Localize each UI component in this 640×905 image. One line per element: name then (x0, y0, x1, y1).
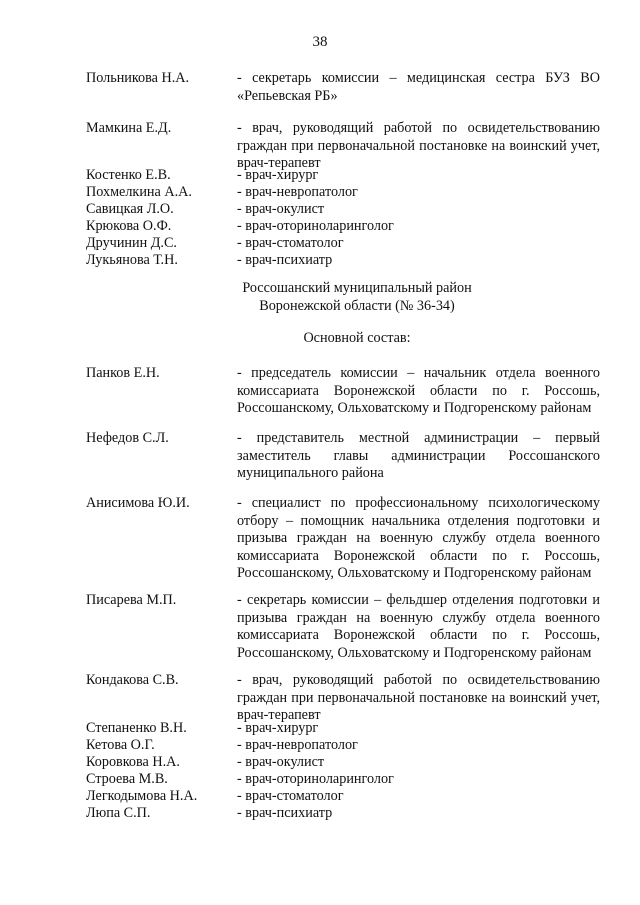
member-name: Анисимова Ю.И. (86, 495, 190, 511)
member-role (237, 788, 600, 806)
role-line: комиссариата Воронежской области по г. Россошь, (237, 382, 600, 399)
role-line: призыва граждан на военную службу отдела военного (237, 609, 600, 626)
member-row (86, 495, 600, 583)
member-role (237, 70, 600, 105)
member-row (86, 788, 600, 806)
member-name: Дручинин Д.С. (86, 235, 177, 251)
role-line: Россошанскому, Ольховатскому и Подгоренскому районам (237, 565, 592, 582)
member-name: Писарева М.П. (86, 592, 177, 608)
member-name: Костенко Е.В. (86, 167, 171, 183)
role-line: «Репьевская РБ» (237, 87, 338, 104)
member-row (86, 120, 600, 173)
member-role (237, 737, 600, 755)
member-row (86, 218, 600, 236)
role-line: - врач-стоматолог (237, 788, 344, 804)
role-line: - врач-невропатолог (237, 184, 358, 200)
member-name: Коровкова Н.А. (86, 754, 180, 770)
member-row (86, 737, 600, 755)
member-row (86, 365, 600, 418)
member-row (86, 167, 600, 185)
member-row (86, 771, 600, 789)
district-heading (200, 280, 514, 315)
member-row (86, 805, 600, 823)
member-row (86, 70, 600, 105)
member-name: Панков Е.Н. (86, 365, 160, 381)
role-line: - врач-хирург (237, 167, 319, 183)
role-line: - секретарь комиссии – медицинская сестра БУЗ ВО (237, 70, 600, 86)
member-row (86, 252, 600, 270)
member-name: Кондакова С.В. (86, 672, 179, 688)
member-name: Легкодымова Н.А. (86, 788, 198, 804)
member-row (86, 430, 600, 483)
role-line: комиссариата Воронежской области по г. Россошь, (237, 547, 600, 564)
member-name: Лукьянова Т.Н. (86, 252, 178, 268)
district-heading-line: Россошанский муниципальный район (242, 280, 472, 296)
composition-heading: Основной состав: (303, 330, 411, 346)
member-role (237, 592, 600, 662)
member-name: Строева М.В. (86, 771, 168, 787)
member-role (237, 252, 600, 270)
role-line: граждан при первоначальной постановке на воинский учет, (237, 689, 600, 706)
role-line: - секретарь комиссии – фельдшер отделения подготовки и (237, 592, 600, 608)
member-row (86, 201, 600, 219)
role-line: - врач-окулист (237, 201, 325, 217)
member-role (237, 771, 600, 789)
member-role (237, 218, 600, 236)
role-line: муниципального района (237, 465, 384, 482)
member-name: Нефедов С.Л. (86, 430, 169, 446)
role-line: - представитель местной администрации – первый (237, 430, 600, 446)
role-line: граждан при первоначальной постановке на воинский учет, (237, 137, 600, 154)
role-line: отбору – помощник начальника отделения подготовки и (237, 512, 600, 529)
role-line: - врач-стоматолог (237, 235, 344, 251)
member-role (237, 235, 600, 253)
role-line: Россошанскому, Ольховатскому и Подгоренскому районам (237, 644, 592, 661)
member-role (237, 805, 600, 823)
member-row (86, 235, 600, 253)
member-name: Савицкая Л.О. (86, 201, 174, 217)
member-name: Похмелкина А.А. (86, 184, 192, 200)
role-line: заместитель главы администрации Россошанского (237, 447, 600, 464)
member-role (237, 672, 600, 725)
member-row (86, 720, 600, 738)
role-line: Россошанскому, Ольховатскому и Подгоренскому районам (237, 400, 592, 417)
member-name: Мамкина Е.Д. (86, 120, 172, 136)
role-line: - председатель комиссии – начальник отдела военного (237, 365, 600, 381)
role-line: - врач-психиатр (237, 252, 333, 268)
member-name: Польникова Н.А. (86, 70, 190, 86)
role-line: - врач, руководящий работой по освидетельствованию (237, 672, 600, 688)
role-line: - специалист по профессиональному психологическому (237, 495, 600, 511)
member-role (237, 120, 600, 173)
member-row (86, 754, 600, 772)
member-name: Люпа С.П. (86, 805, 151, 821)
member-name: Кетова О.Г. (86, 737, 155, 753)
role-line: - врач-окулист (237, 754, 325, 770)
member-row (86, 672, 600, 725)
member-row (86, 184, 600, 202)
member-role (237, 430, 600, 483)
page-number: 38 (312, 34, 328, 50)
role-line: призыва граждан на военную службу отдела военного (237, 530, 600, 547)
member-role (237, 167, 600, 185)
member-name: Крюкова О.Ф. (86, 218, 172, 234)
role-line: врач-терапевт (237, 155, 321, 172)
role-line: - врач-оториноларинголог (237, 771, 394, 787)
member-role (237, 365, 600, 418)
role-line: - врач, руководящий работой по освидетельствованию (237, 120, 600, 136)
member-role (237, 754, 600, 772)
role-line: - врач-хирург (237, 720, 319, 736)
district-heading-line: Воронежской области (№ 36-34) (259, 297, 455, 314)
role-line: комиссариата Воронежской области по г. Россошь, (237, 627, 600, 644)
member-name: Степаненко В.Н. (86, 720, 187, 736)
member-role (237, 720, 600, 738)
member-role (237, 495, 600, 583)
role-line: - врач-психиатр (237, 805, 333, 821)
member-row (86, 592, 600, 662)
role-line: - врач-оториноларинголог (237, 218, 394, 234)
role-line: - врач-невропатолог (237, 737, 358, 753)
role-line: врач-терапевт (237, 707, 321, 724)
member-role (237, 201, 600, 219)
member-role (237, 184, 600, 202)
